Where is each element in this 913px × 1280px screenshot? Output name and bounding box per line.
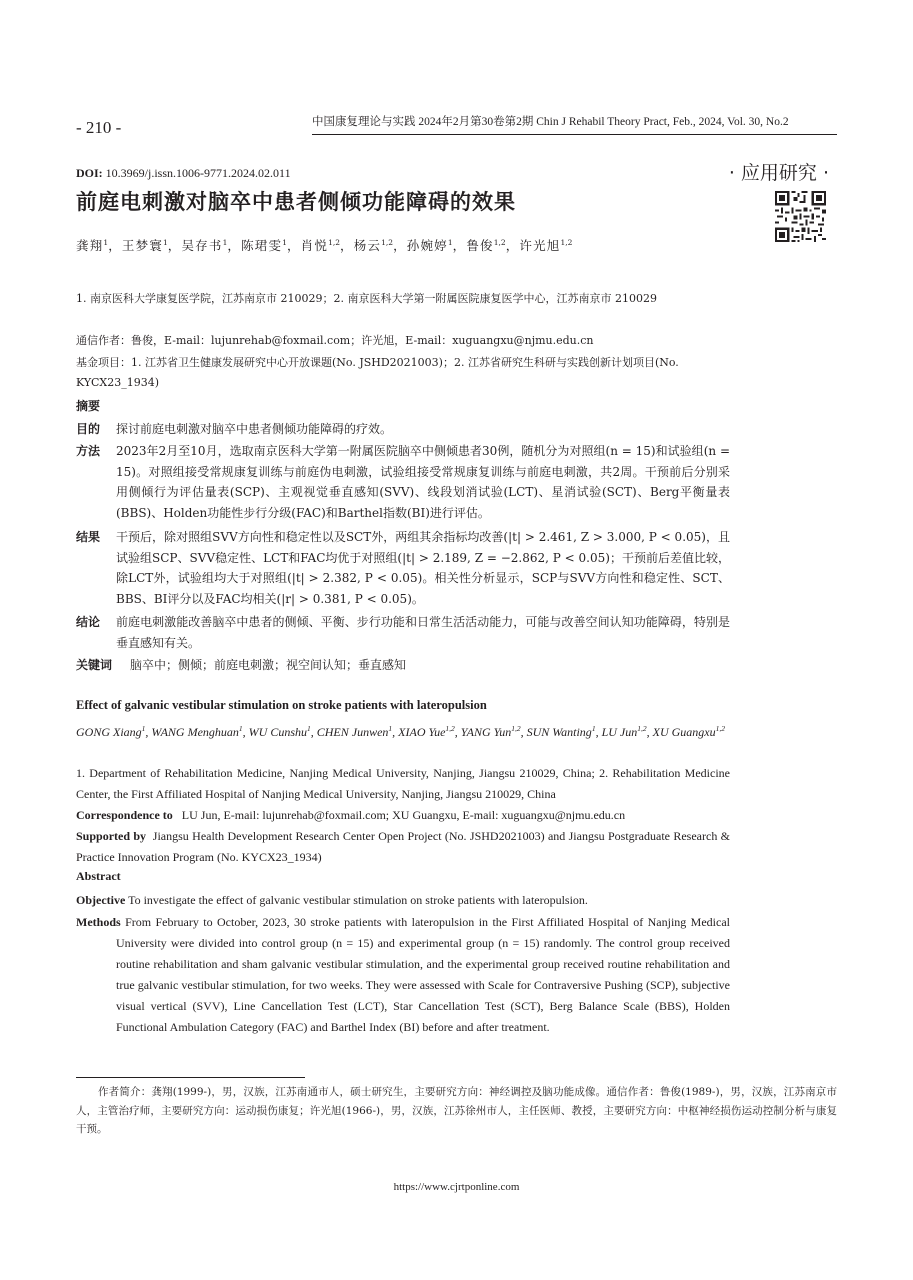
author-affiliation-mark: 1 xyxy=(591,724,596,733)
article-title-cn: 前庭电刺激对脑卒中患者侧倾功能障碍的效果 xyxy=(76,190,516,214)
author-cn: 肖悦$^{1,2}$ xyxy=(300,237,341,253)
methods-label-cn: 方法 xyxy=(76,444,101,458)
column-tag: · 应用研究 · xyxy=(728,162,829,184)
author-bio-footnote: 作者简介：龚翔(1999-)，男，汉族，江苏南通市人，硕士研究生，主要研究方向：神经调控及脑功能成像。通信作者：鲁俊(1989-)，男，汉族，江苏南京市人，主管治疗师，主要研究方向：运动损伤康复；许光旭(1966-)，男，汉族，江苏徐州市人，主任医师、教授，主要研究方向：中枢神经损伤运动控制分析与康复干预。 xyxy=(76,1086,837,1135)
author-en: XIAO Yue$^{1,2}$ xyxy=(398,724,455,739)
results-label-cn: 结果 xyxy=(76,530,101,544)
author-affiliation-mark: 1 xyxy=(163,237,168,247)
header-rule xyxy=(312,134,837,135)
objective-label-en: Objective xyxy=(76,893,126,907)
author-cn: 王梦寰$^1$ xyxy=(121,237,168,253)
abstract-methods-cn xyxy=(76,441,730,523)
doi xyxy=(76,166,291,181)
author-en: WANG Menghuan$^1$ xyxy=(151,724,243,739)
conclusion-label-cn: 结论 xyxy=(76,615,101,629)
abstract-heading-en: Abstract xyxy=(76,869,121,883)
author-affiliation-mark: 1 xyxy=(447,237,453,247)
running-title: 中国康复理论与实践 2024年2月第30卷第2期 Chin J Rehabil Theory Pract, Feb., 2024, Vol. 30, No.2 xyxy=(312,116,789,128)
author-cn: 吴存书$^1$ xyxy=(181,237,228,253)
author-list-en: GONG Xiang$^1$, WANG Menghuan$^1$, WU Cunshu$^1$, CHEN Junwen$^1$, XIAO Yue$^{1,2}$, YANG Yun$^{1,2}$, SUN Wanting$^1$, LU Jun$^{1,2}$, XU Guangxu$^{1,2}$ xyxy=(76,724,725,739)
correspondence-text-en: LU Jun, E-mail: lujunrehab@foxmail.com; XU Guangxu, E-mail: xuguangxu@njmu.edu.cn xyxy=(181,808,626,822)
author-affiliation-mark: 1 xyxy=(307,724,311,733)
author-affiliation-mark: 1,2 xyxy=(511,724,521,733)
doi-value: 10.3969/j.issn.1006-9771.2024.02.011 xyxy=(102,166,291,180)
correspondence-en xyxy=(76,805,730,826)
author-affiliation-mark: 1 xyxy=(282,237,287,247)
affiliation-cn: 1. 南京医科大学康复医学院，江苏南京市 210029；2. 南京医科大学第一附属医院康复医学中心，江苏南京市 210029 xyxy=(76,292,657,305)
author-affiliation-mark: 1,2 xyxy=(493,237,506,247)
author-affiliation-mark: 1,2 xyxy=(381,237,394,247)
author-cn: 陈珺雯$^1$ xyxy=(241,237,287,253)
author-en: YANG Yun$^{1,2}$ xyxy=(460,724,521,739)
objective-label-cn: 目的 xyxy=(76,422,101,436)
abstract-results-cn xyxy=(76,527,730,609)
footnote-rule xyxy=(76,1077,305,1078)
supported-by-en xyxy=(76,826,730,868)
journal-url: https://www.cjrtponline.com xyxy=(393,1181,520,1193)
author-cn: 杨云$^{1,2}$ xyxy=(353,237,394,253)
correspondence-label-en: Correspondence to xyxy=(76,808,173,822)
author-affiliation-mark: 1,2 xyxy=(328,237,341,247)
abstract-objective-cn xyxy=(76,419,730,440)
author-affiliation-mark: 1 xyxy=(141,724,146,733)
qr-code-icon xyxy=(775,191,826,242)
author-affiliation-mark: 1 xyxy=(103,237,109,247)
keywords-label-cn: 关键词 xyxy=(76,658,113,672)
author-affiliation-mark: 1,2 xyxy=(445,724,455,733)
methods-text-en: From February to October, 2023, 30 stroke patients with lateropulsion in the First Affiliated Hospital of Nanjing Medical University were divided into control group (n = 15) and experimental group (n = 15) randomly. The control group received routine rehabilitation and sham galvanic vestibular stimulation, and the experimental group received routine rehabilitation and true galvanic vestibular stimulation, for two weeks. They were assessed with Scale for Contraversive Pushing (SCP), subjective visual vertical (SVV), Line Cancellation Test (LCT), Star Cancellation Test (SCT), Berg Balance Scale (BBS), Holden Functional Ambulation Category (FAC) and Barthel Index (BI) before and after treatment. xyxy=(116,915,731,1034)
abstract-conclusion-cn xyxy=(76,612,730,653)
author-affiliation-mark: 1,2 xyxy=(715,724,725,733)
author-en: XU Guangxu$^{1,2}$ xyxy=(652,724,725,739)
conclusion-text-cn: 前庭电刺激能改善脑卒中患者的侧倾、平衡、步行功能和日常生活活动能力，可能与改善空间认知功能障碍，特别是垂直感知有关。 xyxy=(116,615,730,650)
author-en: LU Jun$^{1,2}$ xyxy=(601,724,647,739)
methods-en xyxy=(76,912,730,1038)
methods-label-en: Methods xyxy=(76,915,121,929)
abstract-heading-cn: 摘要 xyxy=(76,399,101,413)
objective-text-en: To investigate the effect of galvanic vestibular stimulation on stroke patients with lateropulsion. xyxy=(128,893,588,907)
keywords-cn xyxy=(76,655,730,676)
author-en: WU Cunshu$^1$ xyxy=(248,724,311,739)
author-list-cn: 龚翔$^1$，王梦寰$^1$，吴存书$^1$，陈珺雯$^1$，肖悦$^{1,2}$，杨云$^{1,2}$，孙婉婷$^1$，鲁俊$^{1,2}$，许光旭$^{1,2}$ xyxy=(76,237,573,253)
author-affiliation-mark: 1 xyxy=(238,724,243,733)
supported-text-en: Jiangsu Health Development Research Center Open Project (No. JSHD2021003) and Jiangsu Postgraduate Research & Practice Innovation Program (No. KYCX23_1934) xyxy=(76,829,731,864)
author-affiliation-mark: 1 xyxy=(388,724,393,733)
article-title-en: Effect of galvanic vestibular stimulation on stroke patients with lateropulsion xyxy=(76,698,487,712)
page-number: - 210 - xyxy=(76,118,122,137)
objective-text-cn: 探讨前庭电刺激对脑卒中患者侧倾功能障碍的疗效。 xyxy=(116,422,393,436)
results-text-cn: 干预后，除对照组SVV方向性和稳定性以及SCT外，两组其余指标均改善(|t| > 2.461, Z > 3.000, P < 0.05)，且试验组SCP、SVV稳定性、LCT和FAC均优于对照组(|t| > 2.189, Z = −2.862, P < 0.05)；干预前后差值比较，除LCT外，试验组均大于对照组(|t| > 2.382, P < 0.05)。相关性分析显示，SCP与SVV方向性和稳定性、SCT、BBS、BI评分以及FAC均相关(|r| > 0.381, P < 0.05)。 xyxy=(116,530,730,606)
author-cn: 许光旭$^{1,2}$ xyxy=(519,237,573,253)
supported-label-en: Supported by xyxy=(76,829,147,843)
author-en: GONG Xiang$^1$ xyxy=(76,724,146,739)
author-cn: 龚翔$^1$ xyxy=(76,237,109,253)
author-en: CHEN Junwen$^1$ xyxy=(316,724,393,739)
correspondence-cn: 通信作者：鲁俊，E-mail：lujunrehab@foxmail.com；许光旭，E-mail：xuguangxu@njmu.edu.cn xyxy=(76,334,594,347)
objective-en xyxy=(76,890,730,911)
keywords-text-cn: 脑卒中；侧倾；前庭电刺激；视空间认知；垂直感知 xyxy=(130,658,407,672)
author-cn: 孙婉婷$^1$ xyxy=(406,237,453,253)
author-affiliation-mark: 1,2 xyxy=(560,237,573,247)
author-en: SUN Wanting$^1$ xyxy=(526,724,596,739)
author-affiliation-mark: 1,2 xyxy=(637,724,647,733)
author-affiliation-mark: 1 xyxy=(222,237,228,247)
author-cn: 鲁俊$^{1,2}$ xyxy=(466,237,506,253)
doi-label: DOI: xyxy=(76,166,103,180)
affiliation-en: 1. Department of Rehabilitation Medicine, Nanjing Medical University, Nanjing, Jiangsu 210029, China; 2. Rehabilitation Medicine Center, the First Affiliated Hospital of Nanjing Medical University, Nanjing, Jiangsu 210029, China xyxy=(76,766,730,801)
methods-text-cn: 2023年2月至10月，选取南京医科大学第一附属医院脑卒中侧倾患者30例，随机分为对照组(n = 15)和试验组(n = 15)。对照组接受常规康复训练与前庭伪电刺激，试验组接受常规康复训练与前庭电刺激，共2周。干预前后分别采用侧倾行为评估量表(SCP)、主观视觉垂直感知(SVV)、线段划消试验(LCT)、星消试验(SCT)、Berg平衡量表(BBS)、Holden功能性步行分级(FAC)和Barthel指数(BI)进行评估。 xyxy=(116,444,730,520)
funding-cn: 基金项目：1. 江苏省卫生健康发展研究中心开放课题(No. JSHD2021003)；2. 江苏省研究生科研与实践创新计划项目(No. KYCX23_1934) xyxy=(76,356,679,389)
